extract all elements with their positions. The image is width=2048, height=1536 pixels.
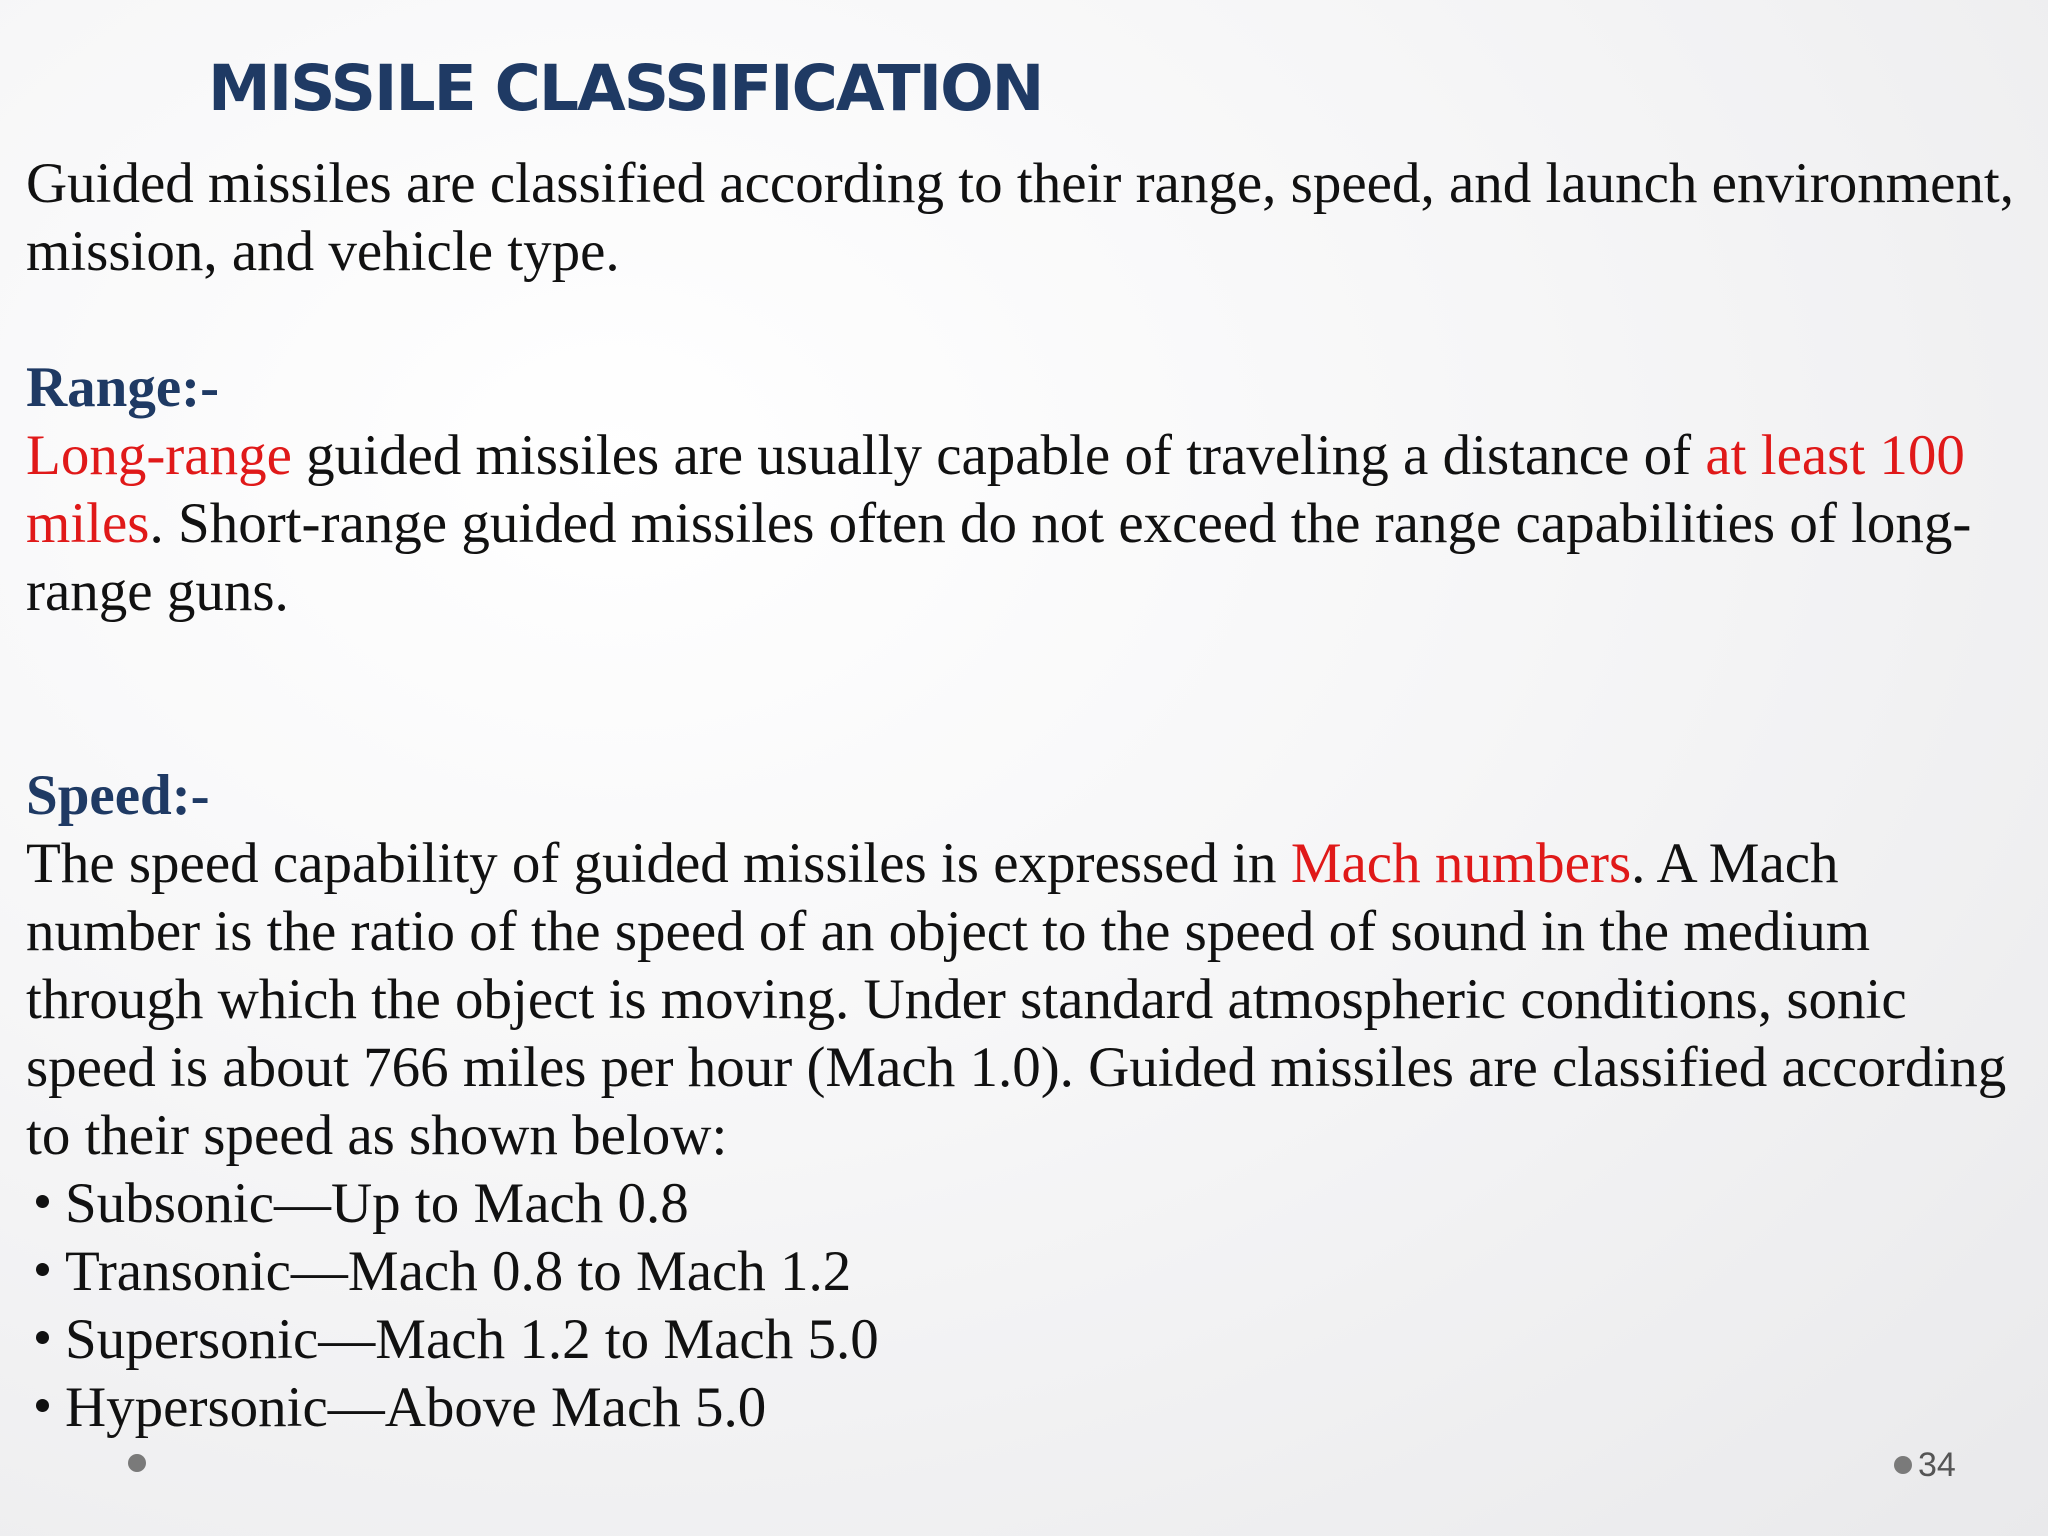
range-paragraph xyxy=(26,422,2016,626)
range-highlight-long-range: Long-range xyxy=(26,424,292,487)
list-item-text: Hypersonic—Above Mach 5.0 xyxy=(65,1376,767,1439)
decorative-dot-icon xyxy=(128,1454,146,1472)
list-item-text: Supersonic—Mach 1.2 to Mach 5.0 xyxy=(65,1308,879,1371)
slide-content xyxy=(26,150,2016,1442)
range-highlight-distance: at least 100 miles xyxy=(26,424,1965,555)
page-number: 34 xyxy=(1918,1446,1956,1484)
decorative-dot-icon xyxy=(1894,1456,1912,1474)
bullet-icon xyxy=(36,1399,49,1412)
slide-title: MISSILE CLASSIFICATION xyxy=(208,52,1043,125)
list-item xyxy=(26,1170,2016,1238)
speed-section xyxy=(26,762,2016,1442)
intro-paragraph: Guided missiles are classified according to their range, speed, and launch environment, mission, and vehicle type. xyxy=(26,152,2015,283)
speed-highlight-mach-numbers: Mach numbers xyxy=(1290,832,1632,895)
list-item xyxy=(26,1374,2016,1442)
speed-class-list xyxy=(26,1170,2016,1442)
range-heading: Range:- xyxy=(26,356,220,419)
speed-text-2: . A Mach number is the ratio of the speed of an object to the speed of sound in the medium through which the object is moving. Under standard atmospheric conditions, sonic speed is about 766 miles per hour (Mach 1.0). Guided missiles are classified according to their speed as shown below: xyxy=(26,832,2007,1167)
list-item xyxy=(26,1306,2016,1374)
speed-text-1: The speed capability of guided missiles is expressed in xyxy=(26,832,1291,895)
list-item-text: Transonic—Mach 0.8 to Mach 1.2 xyxy=(65,1240,852,1303)
list-item xyxy=(26,1238,2016,1306)
range-section xyxy=(26,354,2016,626)
bullet-icon xyxy=(36,1331,49,1344)
range-text-2: . Short-range guided missiles often do not exceed the range capabilities of long-range guns. xyxy=(26,492,1972,623)
speed-paragraph xyxy=(26,830,2016,1170)
bullet-icon xyxy=(36,1195,49,1208)
range-text-1: guided missiles are usually capable of traveling a distance of xyxy=(291,424,1706,487)
bullet-icon xyxy=(36,1263,49,1276)
speed-heading: Speed:- xyxy=(26,764,210,827)
list-item-text: Subsonic—Up to Mach 0.8 xyxy=(65,1172,689,1235)
